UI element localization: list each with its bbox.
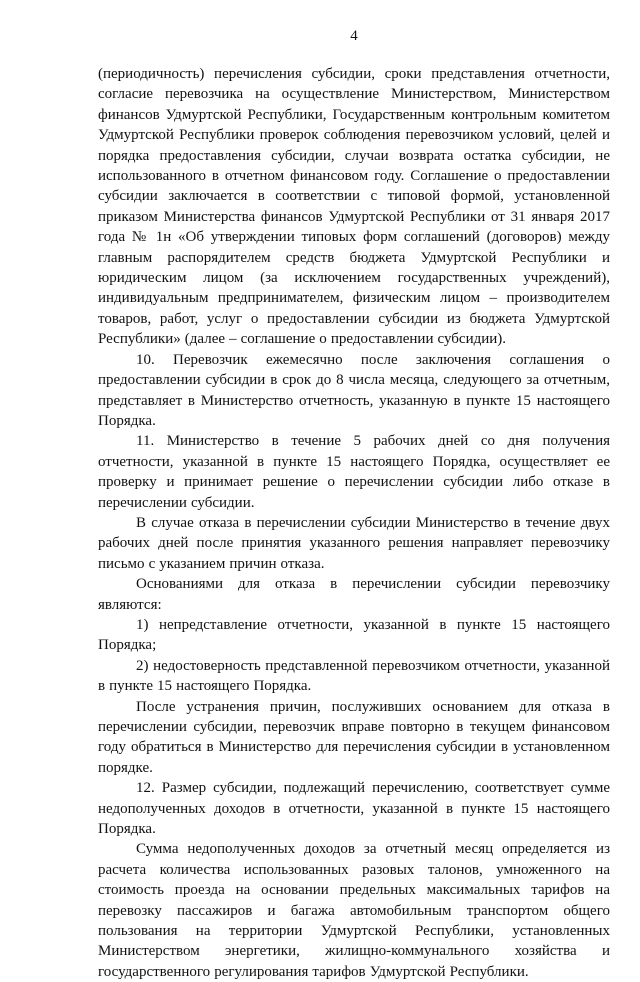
paragraph: 10. Перевозчик ежемесячно после заключения соглашения о предоставлении субсидии в срок до 8 числа месяца, следующего за отчетным, представляет в Министерство отчетность, указанную в пункте 15 настоящего Порядка.	[98, 351, 610, 429]
paragraph: (периодичность) перечисления субсидии, сроки представления отчетности, согласие перевозчика на осуществление Министерством, Министерством финансов Удмуртской Республики, Государственным контрольным комитетом Удмуртской Республики проверок соблюдения перевозчиком условий, целей и порядка предоставления субсидии, случаи возврата остатка субсидии, не использованного в отчетном финансовом году. Соглашение о предоставлении субсидии заключается в соответствии с типовой формой, установленной приказом Министерства финансов Удмуртской Республики от 31 января 2017 года № 1н «Об утверждении типовых форм соглашений (договоров) между главным распорядителем средств бюджета Удмуртской Республики и юридическим лицом (за исключением государственных учреждений), индивидуальным предпринимателем, физическим лицом – производителем товаров, работ, услуг о предоставлении субсидии из бюджета Удмуртской Республики» (далее – соглашение о предоставлении субсидии).	[98, 66, 610, 348]
paragraph: Сумма недополученных доходов за отчетный месяц определяется из расчета количества использованных разовых талонов, умноженного на стоимость проезда на основании предельных максимальных тарифов на перевозку пассажиров и багажа автомобильным транспортом общего пользования на территории Удмуртской Республики, установленных Министерством энергетики, жилищно-коммунального хозяйства и государственного регулирования тарифов Удмуртской Республики.	[98, 841, 610, 980]
paragraph: В случае отказа в перечислении субсидии Министерство в течение двух рабочих дней после принятия указанного решения направляет перевозчику письмо с указанием причин отказа.	[98, 514, 610, 572]
paragraph: Основаниями для отказа в перечислении субсидии перевозчику являются:	[98, 576, 610, 613]
document-body	[98, 64, 610, 982]
paragraph: После устранения причин, послуживших основанием для отказа в перечислении субсидии, перевозчик вправе повторно в текущем финансовом году обратиться в Министерство для перечисления субсидии в установленном порядке.	[98, 698, 610, 776]
page-number: 4	[350, 28, 358, 44]
list-item: 1) непредставление отчетности, указанной в пункте 15 настоящего Порядка;	[98, 616, 610, 654]
paragraph: 12. Размер субсидии, подлежащий перечислению, соответствует сумме недополученных доходов в отчетности, указанной в пункте 15 настоящего Порядка.	[98, 780, 610, 838]
list-item: 2) недостоверность представленной перевозчиком отчетности, указанной в пункте 15 настоящего Порядка.	[98, 657, 610, 695]
paragraph: 11. Министерство в течение 5 рабочих дней со дня получения отчетности, указанной в пункте 15 настоящего Порядка, осуществляет ее проверку и принимает решение о перечислении субсидии либо отказе в перечислении субсидии.	[98, 433, 610, 511]
